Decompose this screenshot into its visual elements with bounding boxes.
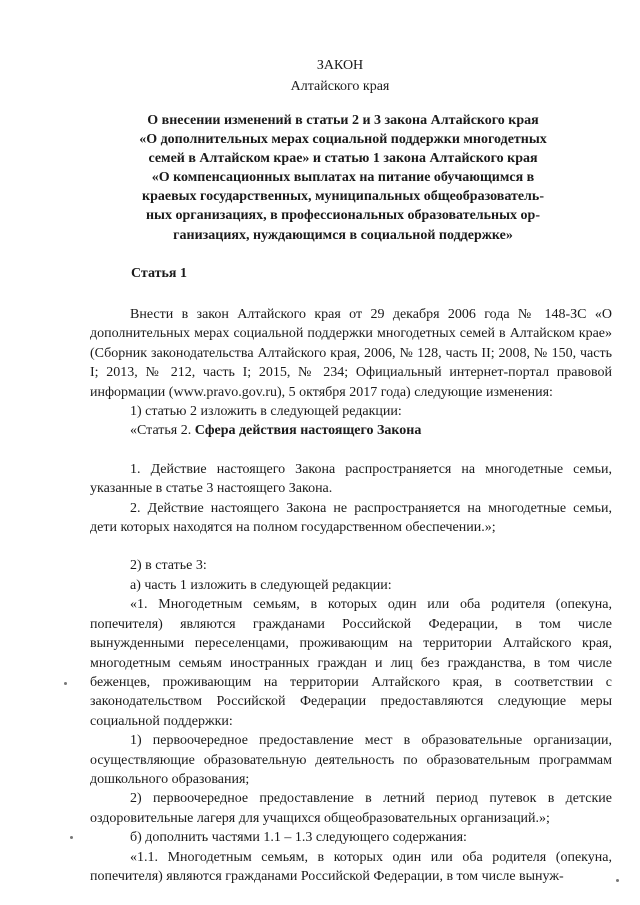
heading-line: ганизациях, нуждающимся в социальной поддержке» bbox=[173, 227, 513, 243]
article-2-heading bbox=[90, 421, 612, 440]
heading-line: «О дополнительных мерах социальной поддержки многодетных bbox=[139, 132, 547, 148]
measure-1: 1) первоочередное предоставление мест в образовательные организации, осуществляющие образовательную деятельность по образовательным программам дошкольного образования; bbox=[90, 733, 612, 787]
article-2-title: Сфера действия настоящего Закона bbox=[194, 423, 422, 439]
item-2a: а) часть 1 изложить в следующей редакции: bbox=[130, 577, 392, 593]
part-1-text: «1. Многодетным семьям, в которых один или оба родителя (опекуна, попечителя) являются гражданами Российской Федерации, в том числе вынужденными переселенцами, проживающим на территории Алтайского края, многодетным семьям иностранных граждан и лиц без гражданства, в том числе беженцев, проживающим на территории Алтайского края, в соответствии с законодательством Российской Федерации предоставляются следующие меры социальной поддержки: bbox=[90, 597, 612, 729]
article-2-part-2: 2. Действие настоящего Закона не распространяется на многодетные семьи, дети которых находятся на полном государственном обеспечении.»; bbox=[90, 500, 612, 536]
heading-line: О внесении изменений в статьи 2 и 3 закона Алтайского края bbox=[147, 113, 539, 128]
spacer bbox=[90, 441, 612, 460]
scan-speck bbox=[64, 682, 67, 685]
heading-line: ных организациях, в профессиональных образовательных ор- bbox=[145, 208, 540, 224]
heading-line: семей в Алтайском крае» и статью 1 закона Алтайского края bbox=[148, 151, 538, 167]
heading-line: «О компенсационных выплатах на питание обучающимся в bbox=[151, 170, 535, 186]
law-heading bbox=[118, 111, 568, 245]
measure-2: 2) первоочередное предоставление в летний период путевок в детские оздоровительные лагеря для учащихся общеобразовательных организаций.»; bbox=[90, 791, 612, 826]
intro-paragraph: Внести в закон Алтайского края от 29 декабря 2006 года № 148-ЗС «О дополнительных мерах социальной поддержки многодетных семей в Алтайском крае» (Сборник законодательства Алтайского края, 2006, № 128, часть II; 2008, № 150, часть I; 2013, № 212, часть I; 2015, № 234; Официальный интернет-портал правовой информации (www.pravo.gov.ru), 5 октября 2017 года) следующие изменения: bbox=[90, 307, 612, 400]
item-1: 1) статью 2 изложить в следующей редакции: bbox=[130, 404, 402, 420]
part-1-1-text: «1.1. Многодетным семьям, в которых один или оба родителя (опекуна, попечителя) являются гражданами Российской Федерации, в том числе вынуж- bbox=[90, 849, 612, 884]
spacer bbox=[90, 537, 612, 556]
scan-speck bbox=[70, 836, 73, 839]
article-title: Статья 1 bbox=[131, 266, 187, 281]
article-2-prefix: «Статья 2. bbox=[130, 423, 195, 439]
scan-speck bbox=[616, 879, 619, 882]
item-2: 2) в статье 3: bbox=[130, 558, 207, 574]
law-title: ЗАКОН bbox=[316, 58, 364, 73]
article-2-part-1: 1. Действие настоящего Закона распространяется на многодетные семьи, указанные в статье 3 настоящего Закона. bbox=[90, 461, 612, 497]
law-subtitle: Алтайского края bbox=[290, 79, 390, 94]
article-body bbox=[90, 305, 612, 886]
item-2b: б) дополнить частями 1.1 – 1.3 следующего содержания: bbox=[130, 830, 467, 846]
heading-line: краевых государственных, муниципальных общеобразователь- bbox=[142, 189, 544, 205]
